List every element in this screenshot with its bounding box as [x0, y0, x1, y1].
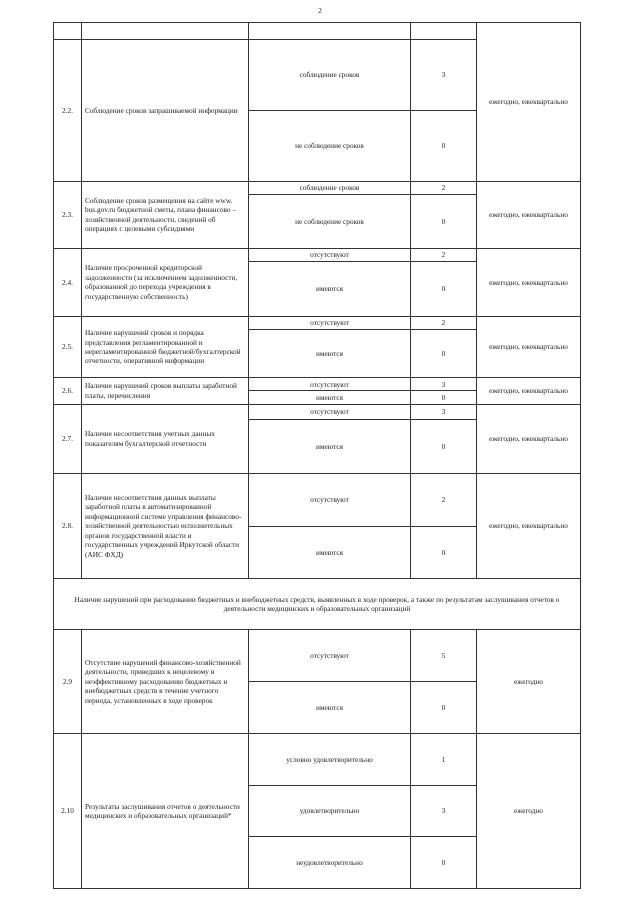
periodicity-cell: ежегодно, ежеквартально: [477, 23, 581, 182]
condition-cell: имеются: [249, 261, 411, 316]
condition-cell: отсутствуют: [249, 378, 411, 391]
row-number: 2.2.: [54, 39, 82, 181]
condition-cell: имеются: [249, 526, 411, 579]
score-cell: 2: [411, 248, 477, 261]
condition-cell: отсутствуют: [249, 404, 411, 420]
page-number: 2: [318, 6, 322, 15]
table-row: [54, 248, 581, 261]
row-number: 2.6.: [54, 378, 82, 404]
condition-cell: имеются: [249, 420, 411, 474]
condition-cell: не соблюдение сроков: [249, 111, 411, 182]
condition-cell: имеются: [249, 391, 411, 404]
table-row: [54, 629, 581, 682]
score-cell: 0: [411, 391, 477, 404]
periodicity-cell: ежегодно, ежеквартально: [477, 474, 581, 579]
periodicity-cell: ежегодно, ежеквартально: [477, 378, 581, 404]
condition-cell: отсутствуют: [249, 629, 411, 682]
indicator-text: Соблюдение сроков запрашиваемой информации: [82, 39, 249, 181]
periodicity-cell: ежегодно, ежеквартально: [477, 181, 581, 248]
score-cell: 0: [411, 111, 477, 182]
score-cell: 0: [411, 682, 477, 734]
row-number: 2.5.: [54, 316, 82, 378]
score-cell: 0: [411, 261, 477, 316]
row-number: 2.7.: [54, 404, 82, 473]
score-cell: 2: [411, 474, 477, 527]
score-cell: 0: [411, 526, 477, 579]
criteria-table: [53, 22, 581, 889]
indicator-text: Результаты заслушивания отчетов о деятельности медицинских и образовательных организаций*: [82, 734, 249, 889]
score-cell: 1: [411, 734, 477, 786]
empty-cell: [249, 23, 411, 40]
table-top-empty-row: [54, 23, 581, 40]
score-cell: 3: [411, 378, 477, 391]
indicator-text: Наличие нарушений сроков и порядка представления регламентированной и нерегламентированной бюджетной/бухгалтерской отчетности, оперативной информации: [82, 316, 249, 378]
condition-cell: соблюдение сроков: [249, 39, 411, 111]
indicator-text: Соблюдение сроков размещения на сайте www. bus.gov.ru бюджетной сметы, плана финансово – хозяйственной деятельности, сведений об операциях с целевыми субсидиями: [82, 181, 249, 248]
condition-cell: соблюдение сроков: [249, 181, 411, 194]
score-cell: 0: [411, 837, 477, 889]
score-cell: 0: [411, 420, 477, 474]
row-number: 2.4.: [54, 248, 82, 316]
row-number: 2.9: [54, 629, 82, 733]
periodicity-cell: ежегодно: [477, 734, 581, 889]
empty-cell: [411, 23, 477, 40]
score-cell: 2: [411, 181, 477, 194]
indicator-text: Наличие нарушений сроков выплаты заработной платы, перечисления: [82, 378, 249, 404]
table-row: [54, 404, 581, 420]
row-number: 2.10: [54, 734, 82, 889]
table-row: [54, 378, 581, 391]
condition-cell: неудовлетворительно: [249, 837, 411, 889]
indicator-text: Наличие несоответствия данных выплаты заработной платы в автоматизированной информационной системе управления финансово-хозяйственной деятельностью исполнительных органов государственной власти и государственных учреждений Иркутской области (АИС ФХД): [82, 474, 249, 579]
condition-cell: имеются: [249, 682, 411, 734]
table-row: [54, 474, 581, 527]
indicator-text: Наличие просроченной кредиторской задолженности (за исключением задолженности, образованной до перехода учреждения в государственную собственность): [82, 248, 249, 316]
condition-cell: отсутствуют: [249, 248, 411, 261]
empty-cell: [54, 23, 82, 40]
score-cell: 3: [411, 39, 477, 111]
periodicity-cell: ежегодно, ежеквартально: [477, 316, 581, 378]
condition-cell: отсутствуют: [249, 474, 411, 527]
score-cell: 3: [411, 404, 477, 420]
score-cell: 0: [411, 195, 477, 249]
indicator-text: Отсутствие нарушений финансово-хозяйственной деятельности, приведших к нецелевому и неэффективному расходованию бюджетных и внебюджетных средств в течение учетного периода, установленных в ходе проверок: [82, 629, 249, 733]
table-row: [54, 316, 581, 329]
condition-cell: удовлетворительно: [249, 785, 411, 837]
table-row: [54, 181, 581, 194]
table-row: [54, 734, 581, 786]
section-header: Наличие нарушений при расходовании бюджетных и внебюджетных средств, выявленных в ходе проверок, а также по результатам заслушивания отчетов о деятельности медицинских и образовательных организаций: [54, 579, 581, 630]
row-number: 2.8.: [54, 474, 82, 579]
score-cell: 0: [411, 329, 477, 377]
periodicity-cell: ежегодно, ежеквартально: [477, 248, 581, 316]
score-cell: 5: [411, 629, 477, 682]
empty-cell: [82, 23, 249, 40]
periodicity-cell: ежегодно, ежеквартально: [477, 404, 581, 473]
condition-cell: не соблюдение сроков: [249, 195, 411, 249]
row-number: 2.3.: [54, 181, 82, 248]
score-cell: 2: [411, 316, 477, 329]
condition-cell: условно удовлетворительно: [249, 734, 411, 786]
condition-cell: отсутствуют: [249, 316, 411, 329]
indicator-text: Наличие несоответствия учетных данных показателям бухгалтерской отчетности: [82, 404, 249, 473]
condition-cell: имеются: [249, 329, 411, 377]
section-header-row: [54, 579, 581, 630]
periodicity-cell: ежегодно: [477, 629, 581, 733]
score-cell: 3: [411, 785, 477, 837]
